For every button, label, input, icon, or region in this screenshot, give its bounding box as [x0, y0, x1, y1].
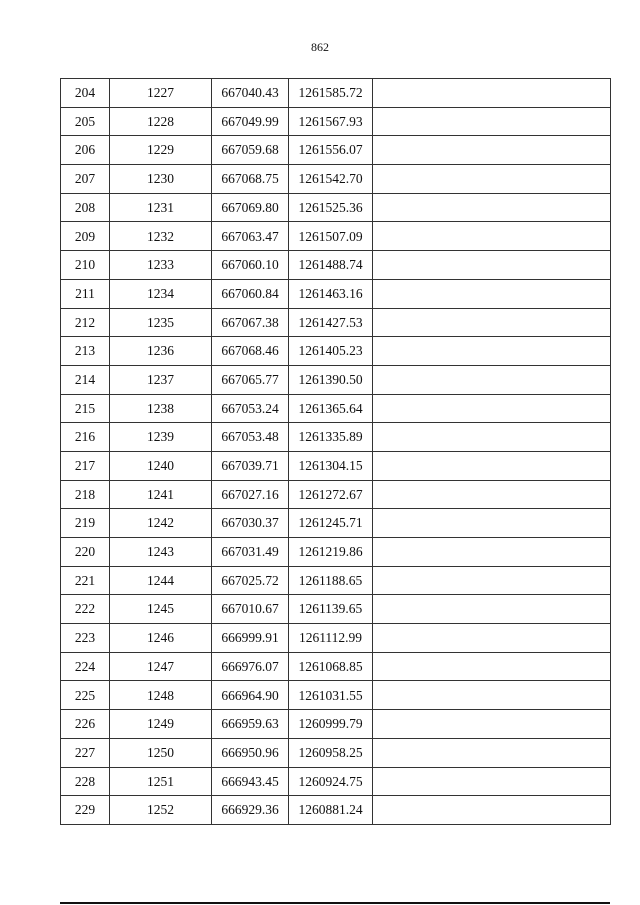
point-id-cell: 1231: [110, 193, 212, 222]
x-coordinate-cell: 667027.16: [212, 480, 289, 509]
point-id-cell: 1234: [110, 279, 212, 308]
note-cell: [373, 107, 611, 136]
page-number: 862: [311, 40, 329, 54]
point-id-cell: 1236: [110, 337, 212, 366]
note-cell: [373, 767, 611, 796]
y-coordinate-cell: 1261219.86: [289, 538, 373, 567]
coordinates-table-body: [61, 79, 611, 825]
note-cell: [373, 480, 611, 509]
table-row: [61, 451, 611, 480]
x-coordinate-cell: 667053.24: [212, 394, 289, 423]
note-cell: [373, 624, 611, 653]
table-row: [61, 193, 611, 222]
x-coordinate-cell: 667049.99: [212, 107, 289, 136]
note-cell: [373, 738, 611, 767]
point-id-cell: 1233: [110, 251, 212, 280]
x-coordinate-cell: 667059.68: [212, 136, 289, 165]
point-id-cell: 1247: [110, 652, 212, 681]
row-number-cell: 205: [61, 107, 110, 136]
row-number-cell: 224: [61, 652, 110, 681]
x-coordinate-cell: 667069.80: [212, 193, 289, 222]
y-coordinate-cell: 1261139.65: [289, 595, 373, 624]
point-id-cell: 1240: [110, 451, 212, 480]
x-coordinate-cell: 667060.10: [212, 251, 289, 280]
table-row: [61, 796, 611, 825]
note-cell: [373, 710, 611, 739]
table-row: [61, 710, 611, 739]
y-coordinate-cell: 1261390.50: [289, 365, 373, 394]
table-row: [61, 652, 611, 681]
note-cell: [373, 681, 611, 710]
note-cell: [373, 538, 611, 567]
row-number-cell: 215: [61, 394, 110, 423]
x-coordinate-cell: 666999.91: [212, 624, 289, 653]
table-row: [61, 538, 611, 567]
row-number-cell: 221: [61, 566, 110, 595]
note-cell: [373, 136, 611, 165]
point-id-cell: 1246: [110, 624, 212, 653]
row-number-cell: 207: [61, 165, 110, 194]
x-coordinate-cell: 667068.75: [212, 165, 289, 194]
note-cell: [373, 222, 611, 251]
footer-rule: [60, 902, 610, 904]
y-coordinate-cell: 1261556.07: [289, 136, 373, 165]
x-coordinate-cell: 666943.45: [212, 767, 289, 796]
point-id-cell: 1238: [110, 394, 212, 423]
y-coordinate-cell: 1261585.72: [289, 79, 373, 108]
note-cell: [373, 595, 611, 624]
y-coordinate-cell: 1261112.99: [289, 624, 373, 653]
row-number-cell: 229: [61, 796, 110, 825]
row-number-cell: 223: [61, 624, 110, 653]
point-id-cell: 1243: [110, 538, 212, 567]
x-coordinate-cell: 667060.84: [212, 279, 289, 308]
table-row: [61, 566, 611, 595]
y-coordinate-cell: 1260958.25: [289, 738, 373, 767]
row-number-cell: 206: [61, 136, 110, 165]
row-number-cell: 204: [61, 79, 110, 108]
note-cell: [373, 509, 611, 538]
y-coordinate-cell: 1260999.79: [289, 710, 373, 739]
point-id-cell: 1232: [110, 222, 212, 251]
table-row: [61, 165, 611, 194]
point-id-cell: 1230: [110, 165, 212, 194]
y-coordinate-cell: 1261427.53: [289, 308, 373, 337]
table-row: [61, 79, 611, 108]
point-id-cell: 1251: [110, 767, 212, 796]
x-coordinate-cell: 667010.67: [212, 595, 289, 624]
table-row: [61, 509, 611, 538]
x-coordinate-cell: 667063.47: [212, 222, 289, 251]
y-coordinate-cell: 1261245.71: [289, 509, 373, 538]
y-coordinate-cell: 1261525.36: [289, 193, 373, 222]
point-id-cell: 1245: [110, 595, 212, 624]
y-coordinate-cell: 1261463.16: [289, 279, 373, 308]
table-row: [61, 394, 611, 423]
point-id-cell: 1237: [110, 365, 212, 394]
row-number-cell: 218: [61, 480, 110, 509]
y-coordinate-cell: 1261365.64: [289, 394, 373, 423]
table-row: [61, 423, 611, 452]
row-number-cell: 219: [61, 509, 110, 538]
point-id-cell: 1250: [110, 738, 212, 767]
row-number-cell: 211: [61, 279, 110, 308]
x-coordinate-cell: 667039.71: [212, 451, 289, 480]
point-id-cell: 1239: [110, 423, 212, 452]
point-id-cell: 1227: [110, 79, 212, 108]
note-cell: [373, 652, 611, 681]
row-number-cell: 225: [61, 681, 110, 710]
table-row: [61, 136, 611, 165]
row-number-cell: 216: [61, 423, 110, 452]
row-number-cell: 226: [61, 710, 110, 739]
note-cell: [373, 308, 611, 337]
y-coordinate-cell: 1261272.67: [289, 480, 373, 509]
row-number-cell: 227: [61, 738, 110, 767]
y-coordinate-cell: 1261031.55: [289, 681, 373, 710]
point-id-cell: 1252: [110, 796, 212, 825]
x-coordinate-cell: 667025.72: [212, 566, 289, 595]
table-row: [61, 222, 611, 251]
x-coordinate-cell: 667067.38: [212, 308, 289, 337]
note-cell: [373, 566, 611, 595]
y-coordinate-cell: 1261335.89: [289, 423, 373, 452]
table-row: [61, 681, 611, 710]
table-row: [61, 279, 611, 308]
table-row: [61, 738, 611, 767]
point-id-cell: 1248: [110, 681, 212, 710]
table-row: [61, 251, 611, 280]
y-coordinate-cell: 1261405.23: [289, 337, 373, 366]
x-coordinate-cell: 667053.48: [212, 423, 289, 452]
row-number-cell: 217: [61, 451, 110, 480]
point-id-cell: 1244: [110, 566, 212, 595]
x-coordinate-cell: 666964.90: [212, 681, 289, 710]
row-number-cell: 213: [61, 337, 110, 366]
x-coordinate-cell: 667031.49: [212, 538, 289, 567]
note-cell: [373, 251, 611, 280]
point-id-cell: 1241: [110, 480, 212, 509]
point-id-cell: 1228: [110, 107, 212, 136]
y-coordinate-cell: 1261507.09: [289, 222, 373, 251]
note-cell: [373, 365, 611, 394]
y-coordinate-cell: 1261542.70: [289, 165, 373, 194]
table-row: [61, 595, 611, 624]
x-coordinate-cell: 666929.36: [212, 796, 289, 825]
y-coordinate-cell: 1261188.65: [289, 566, 373, 595]
y-coordinate-cell: 1261567.93: [289, 107, 373, 136]
row-number-cell: 209: [61, 222, 110, 251]
note-cell: [373, 796, 611, 825]
x-coordinate-cell: 666976.07: [212, 652, 289, 681]
y-coordinate-cell: 1261488.74: [289, 251, 373, 280]
x-coordinate-cell: 667068.46: [212, 337, 289, 366]
x-coordinate-cell: 666959.63: [212, 710, 289, 739]
note-cell: [373, 165, 611, 194]
table-row: [61, 308, 611, 337]
table-row: [61, 767, 611, 796]
table-row: [61, 337, 611, 366]
point-id-cell: 1249: [110, 710, 212, 739]
table-row: [61, 107, 611, 136]
point-id-cell: 1242: [110, 509, 212, 538]
note-cell: [373, 423, 611, 452]
note-cell: [373, 279, 611, 308]
coordinates-table: [60, 78, 611, 825]
note-cell: [373, 79, 611, 108]
point-id-cell: 1235: [110, 308, 212, 337]
y-coordinate-cell: 1260924.75: [289, 767, 373, 796]
note-cell: [373, 193, 611, 222]
row-number-cell: 212: [61, 308, 110, 337]
note-cell: [373, 451, 611, 480]
row-number-cell: 214: [61, 365, 110, 394]
x-coordinate-cell: 667040.43: [212, 79, 289, 108]
y-coordinate-cell: 1261068.85: [289, 652, 373, 681]
x-coordinate-cell: 666950.96: [212, 738, 289, 767]
table-row: [61, 480, 611, 509]
row-number-cell: 210: [61, 251, 110, 280]
note-cell: [373, 337, 611, 366]
row-number-cell: 220: [61, 538, 110, 567]
row-number-cell: 228: [61, 767, 110, 796]
y-coordinate-cell: 1261304.15: [289, 451, 373, 480]
x-coordinate-cell: 667030.37: [212, 509, 289, 538]
table-row: [61, 365, 611, 394]
y-coordinate-cell: 1260881.24: [289, 796, 373, 825]
x-coordinate-cell: 667065.77: [212, 365, 289, 394]
row-number-cell: 208: [61, 193, 110, 222]
point-id-cell: 1229: [110, 136, 212, 165]
row-number-cell: 222: [61, 595, 110, 624]
note-cell: [373, 394, 611, 423]
table-row: [61, 624, 611, 653]
